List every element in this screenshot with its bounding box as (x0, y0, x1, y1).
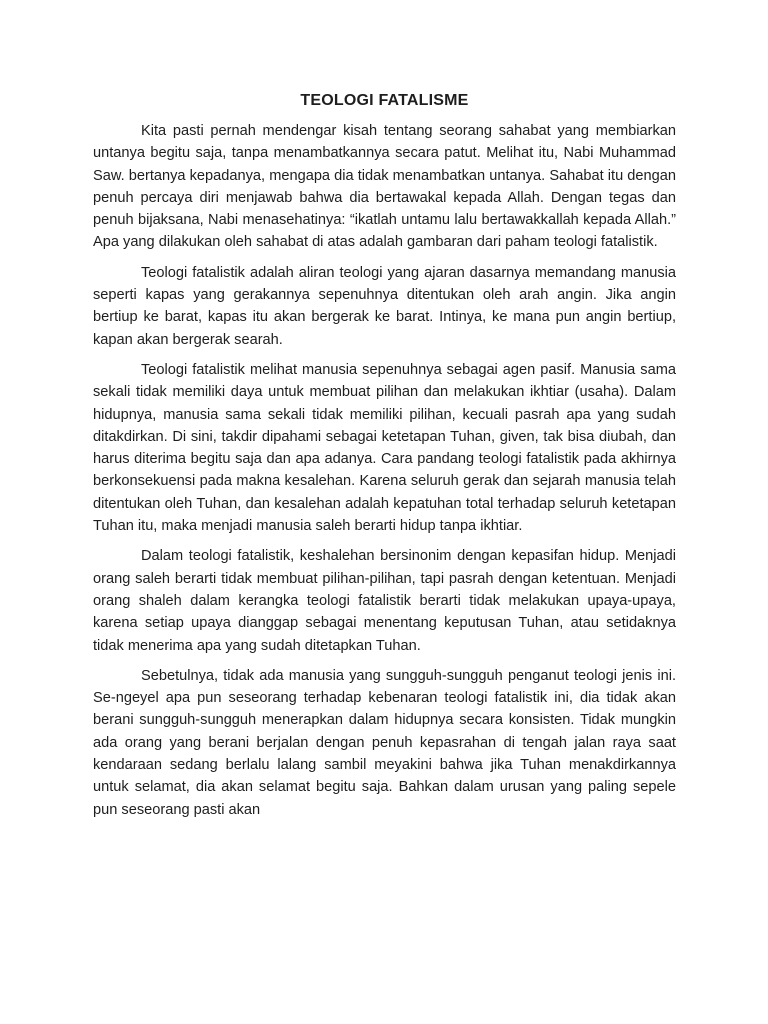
paragraph: Kita pasti pernah mendengar kisah tentang seorang sahabat yang membiarkan untanya begitu saja, tanpa menambatkannya secara patut. Melihat itu, Nabi Muhammad Saw. bertanya kepadanya, mengapa dia tidak menambatkan untanya. Sahabat itu dengan penuh percaya diri menjawab bahwa dia bertawakal kepada Allah. Dengan tegas dan penuh bijaksana, Nabi menasehatinya: “ikatlah untamu lalu bertawakkallah kepada Allah.” Apa yang dilakukan oleh sahabat di atas adalah gambaran dari paham teologi fatalistik. (93, 123, 676, 251)
paragraph: Teologi fatalistik adalah aliran teologi yang ajaran dasarnya memandang manusia seperti kapas yang gerakannya sepenuhnya ditentukan oleh arah angin. Jika angin bertiup ke barat, kapas itu akan bergerak ke barat. Intinya, ke mana pun angin bertiup, kapan akan bergerak searah. (93, 264, 676, 348)
document-body (93, 120, 676, 821)
document-title: TEOLOGI FATALISME (300, 92, 469, 109)
paragraph: Dalam teologi fatalistik, keshalehan bersinonim dengan kepasifan hidup. Menjadi orang saleh berarti tidak membuat pilihan-pilihan, tapi pasrah dengan ketentuan. Menjadi orang shaleh dalam kerangka teologi fatalistik berarti tidak melakukan upaya-upaya, karena setiap upaya dianggap sebagai menentang keputusan Tuhan, atau setidaknya tidak menerima apa yang sudah ditetapkan Tuhan. (93, 548, 676, 654)
paragraph: Sebetulnya, tidak ada manusia yang sungguh-sungguh penganut teologi jenis ini. Se-ngeyel apa pun seseorang terhadap kebenaran teologi fatalistik ini, dia tidak akan berani sungguh-sungguh menerapkan dalam hidupnya secara konsisten. Tidak mungkin ada orang yang berani berjalan dengan penuh kepasrahan di tengah jalan raya saat kendaraan sedang berlalu lalang sambil meyakini bahwa jika Tuhan menakdirkannya untuk selamat, dia akan selamat begitu saja. Bahkan dalam urusan yang paling sepele pun seseorang pasti akan (93, 667, 676, 818)
paragraph: Teologi fatalistik melihat manusia sepenuhnya sebagai agen pasif. Manusia sama sekali tidak memiliki daya untuk membuat pilihan dan melakukan ikhtiar (usaha). Dalam hidupnya, manusia sama sekali tidak memiliki pilihan, kecuali pasrah apa yang sudah ditakdirkan. Di sini, takdir dipahami sebagai ketetapan Tuhan, given, tak bisa diubah, dan harus diterima begitu saja dan apa adanya. Cara pandang teologi fatalistik pada akhirnya berkonsekuensi pada makna kesalehan. Karena seluruh gerak dan sejarah manusia telah ditentukan oleh Tuhan, dan kesalehan adalah kepatuhan total terhadap seluruh ketetapan Tuhan itu, maka menjadi manusia saleh berarti hidup tanpa ikhtiar. (93, 361, 676, 535)
